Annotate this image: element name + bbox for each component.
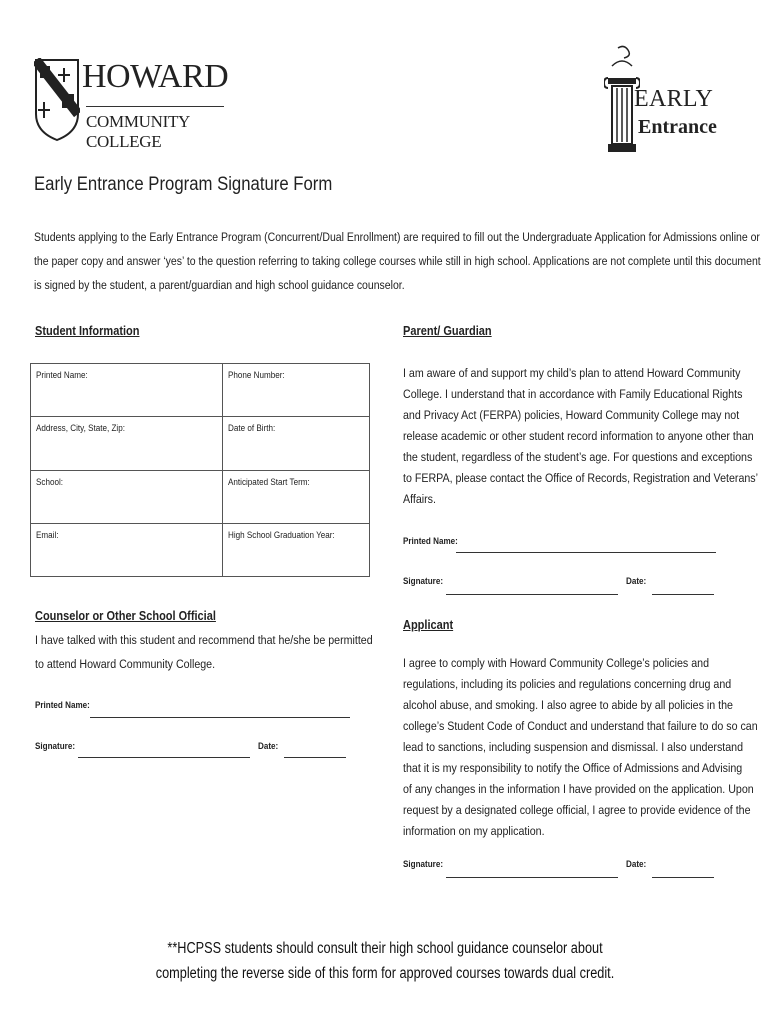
intro-line-1: Students applying to the Early Entrance Program (Concurrent/Dual Enrollment) are required to fill out the Undergraduate Application for Admissions online or xyxy=(34,230,760,244)
applicant-text-line: that it is my responsibility to notify the Office of Admissions and Advising xyxy=(403,761,743,775)
form-title: Early Entrance Program Signature Form xyxy=(34,174,333,195)
phone-field[interactable] xyxy=(223,364,369,416)
applicant-text-line: request by a designated college official, I agree to provide evidence of the xyxy=(403,803,751,817)
address-label: Address, City, State, Zip: xyxy=(36,423,125,433)
applicant-date-line[interactable] xyxy=(652,877,714,878)
applicant-signature-line[interactable] xyxy=(446,877,618,878)
parent-signature-label: Signature: xyxy=(403,576,444,586)
start-term-field[interactable] xyxy=(223,471,369,523)
counselor-date-line[interactable] xyxy=(284,757,346,758)
parent-text-line: I am aware of and support my child’s plan to attend Howard Community xyxy=(403,366,741,380)
applicant-heading: Applicant xyxy=(403,618,454,632)
applicant-text-line: college’s Student Code of Conduct and understand that failure to do so can xyxy=(403,719,758,733)
printed-name-field[interactable] xyxy=(31,364,222,416)
footer-note-line-1: **HCPSS students should consult their high school guidance counselor about xyxy=(167,940,603,957)
student-info-table xyxy=(30,363,370,577)
parent-text-line: Affairs. xyxy=(403,492,436,506)
applicant-date-label: Date: xyxy=(626,859,647,869)
counselor-date-label: Date: xyxy=(258,741,279,751)
printed-name-label: Printed Name: xyxy=(36,370,88,380)
parent-date-label: Date: xyxy=(626,576,647,586)
parent-text-line: release academic or other student record information to anyone other than xyxy=(403,429,754,443)
start-term-label: Anticipated Start Term: xyxy=(228,477,310,487)
grad-year-label: High School Graduation Year: xyxy=(228,530,335,540)
applicant-text-line: I agree to comply with Howard Community College’s policies and xyxy=(403,656,710,670)
email-label: Email: xyxy=(36,530,59,540)
footer-note-line-2: completing the reverse side of this form for approved courses towards dual credit. xyxy=(155,965,615,982)
school-label: School: xyxy=(36,477,64,487)
parent-text-line: College. I understand that in accordance with Family Educational Rights xyxy=(403,387,743,401)
applicant-text-line: alcohol abuse, and smoking. I also agree to abide by all policies in the xyxy=(403,698,733,712)
applicant-text-line: lead to sanctions, including suspension and dismissal. I also understand xyxy=(403,740,744,754)
college-subtitle: COMMUNITY COLLEGE xyxy=(86,112,190,151)
parent-text-line: and Privacy Act (FERPA) policies, Howard Community College may not xyxy=(403,408,740,422)
applicant-text-line: regulations, including its policies and regulations concerning drug and xyxy=(403,677,732,691)
counselor-printed-name-label: Printed Name: xyxy=(35,700,90,710)
shield-icon xyxy=(34,58,80,142)
applicant-text-line: of any changes in the information I have provided on the application. Upon xyxy=(403,782,754,796)
school-field[interactable] xyxy=(31,471,222,523)
program-logo-early: EARLY xyxy=(634,86,714,112)
logo-divider xyxy=(86,106,224,107)
dob-label: Date of Birth: xyxy=(228,423,276,433)
parent-date-line[interactable] xyxy=(652,594,714,595)
applicant-signature-label: Signature: xyxy=(403,859,444,869)
program-logo xyxy=(604,44,724,156)
parent-heading: Parent/ Guardian xyxy=(403,324,492,338)
college-logo xyxy=(34,58,229,151)
intro-line-3: is signed by the student, a parent/guardian and high school guidance counselor. xyxy=(34,278,405,292)
counselor-text-line: to attend Howard Community College. xyxy=(35,657,216,671)
parent-text-line: to FERPA, please contact the Office of Records, Registration and Veterans’ xyxy=(403,471,758,485)
program-logo-entrance: Entrance xyxy=(638,116,717,138)
applicant-text-line: information on my application. xyxy=(403,824,545,838)
counselor-signature-line[interactable] xyxy=(78,757,250,758)
email-field[interactable] xyxy=(31,524,222,576)
parent-signature-line[interactable] xyxy=(446,594,618,595)
parent-text-line: the student, regardless of the student’s age. For questions and exceptions xyxy=(403,450,753,464)
college-name: HOWARD xyxy=(82,58,229,95)
counselor-printed-name-line[interactable] xyxy=(90,717,350,718)
phone-label: Phone Number: xyxy=(228,370,285,380)
grad-year-field[interactable] xyxy=(223,524,369,576)
address-field[interactable] xyxy=(31,417,222,470)
counselor-heading: Counselor or Other School Official xyxy=(35,609,216,623)
dob-field[interactable] xyxy=(223,417,369,470)
parent-printed-name-label: Printed Name: xyxy=(403,536,458,546)
counselor-signature-label: Signature: xyxy=(35,741,76,751)
counselor-text-line: I have talked with this student and recommend that he/she be permitted xyxy=(35,633,373,647)
parent-printed-name-line[interactable] xyxy=(456,552,716,553)
intro-line-2: the paper copy and answer ‘yes’ to the question referring to taking college courses while still in high school. Applications are not complete until this document xyxy=(34,254,761,268)
student-info-heading: Student Information xyxy=(35,324,140,338)
